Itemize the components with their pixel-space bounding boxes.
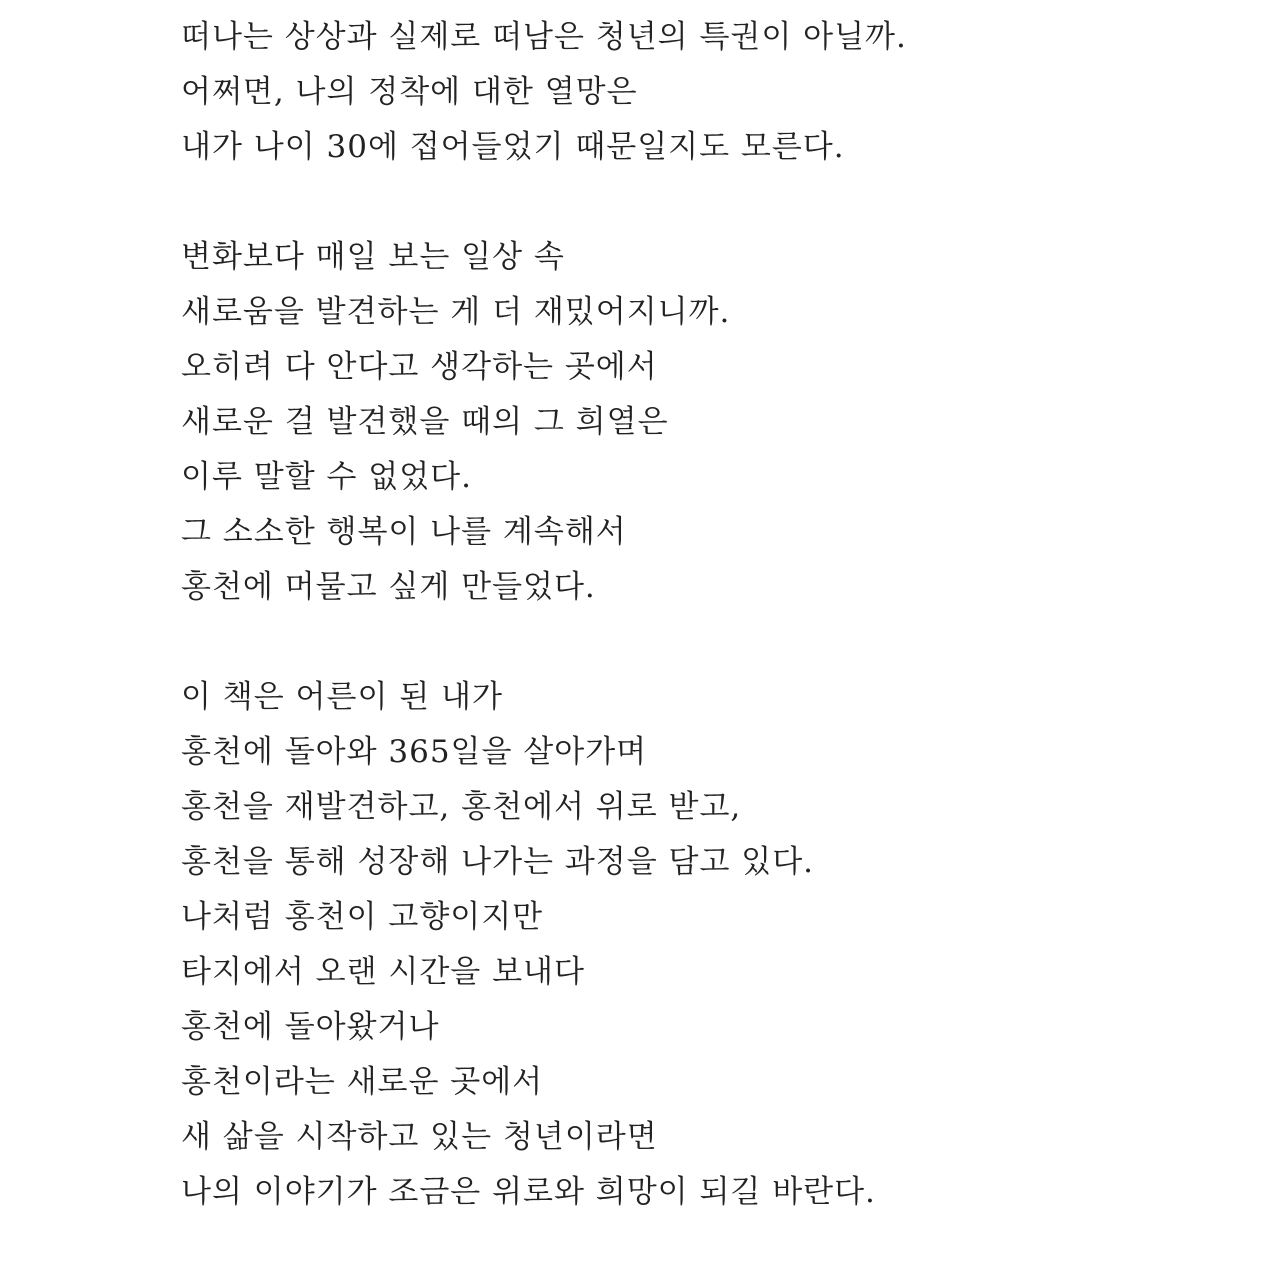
paragraph-3 [181, 670, 1181, 1220]
text-line: 새 삶을 시작하고 있는 청년이라면 [181, 1119, 658, 1155]
paragraph-2 [181, 230, 1181, 615]
text-line: 홍천을 통해 성장해 나가는 과정을 담고 있다. [181, 844, 815, 880]
text-line: 변화보다 매일 보는 일상 속 [181, 239, 565, 275]
text-line: 홍천에 머물고 싶게 만들었다. [181, 569, 596, 605]
text-line: 오히려 다 안다고 생각하는 곳에서 [181, 349, 658, 385]
text-line: 타지에서 오랜 시간을 보내다 [181, 954, 585, 990]
text-line: 떠나는 상상과 실제로 떠남은 청년의 특권이 아닐까. [181, 19, 907, 55]
text-line: 홍천에 돌아왔거나 [181, 1009, 440, 1045]
text-line: 홍천이라는 새로운 곳에서 [181, 1064, 544, 1100]
text-line: 내가 나이 30에 접어들었기 때문일지도 모른다. [181, 129, 845, 165]
text-line: 그 소소한 행복이 나를 계속해서 [181, 514, 627, 550]
paragraph-1 [181, 10, 1181, 175]
text-line: 새로운 걸 발견했을 때의 그 희열은 [181, 404, 669, 440]
text-line: 홍천에 돌아와 365일을 살아가며 [181, 734, 648, 770]
text-line: 새로움을 발견하는 게 더 재밌어지니까. [181, 294, 731, 330]
text-line: 나처럼 홍천이 고향이지만 [181, 899, 544, 935]
body-text [181, 10, 1181, 1220]
text-line: 홍천을 재발견하고, 홍천에서 위로 받고, [181, 789, 742, 825]
text-line: 어쩌면, 나의 정착에 대한 열망은 [181, 74, 638, 110]
text-line: 이 책은 어른이 된 내가 [181, 679, 503, 715]
text-line: 이루 말할 수 없었다. [181, 459, 472, 495]
text-line: 나의 이야기가 조금은 위로와 희망이 되길 바란다. [181, 1174, 876, 1210]
